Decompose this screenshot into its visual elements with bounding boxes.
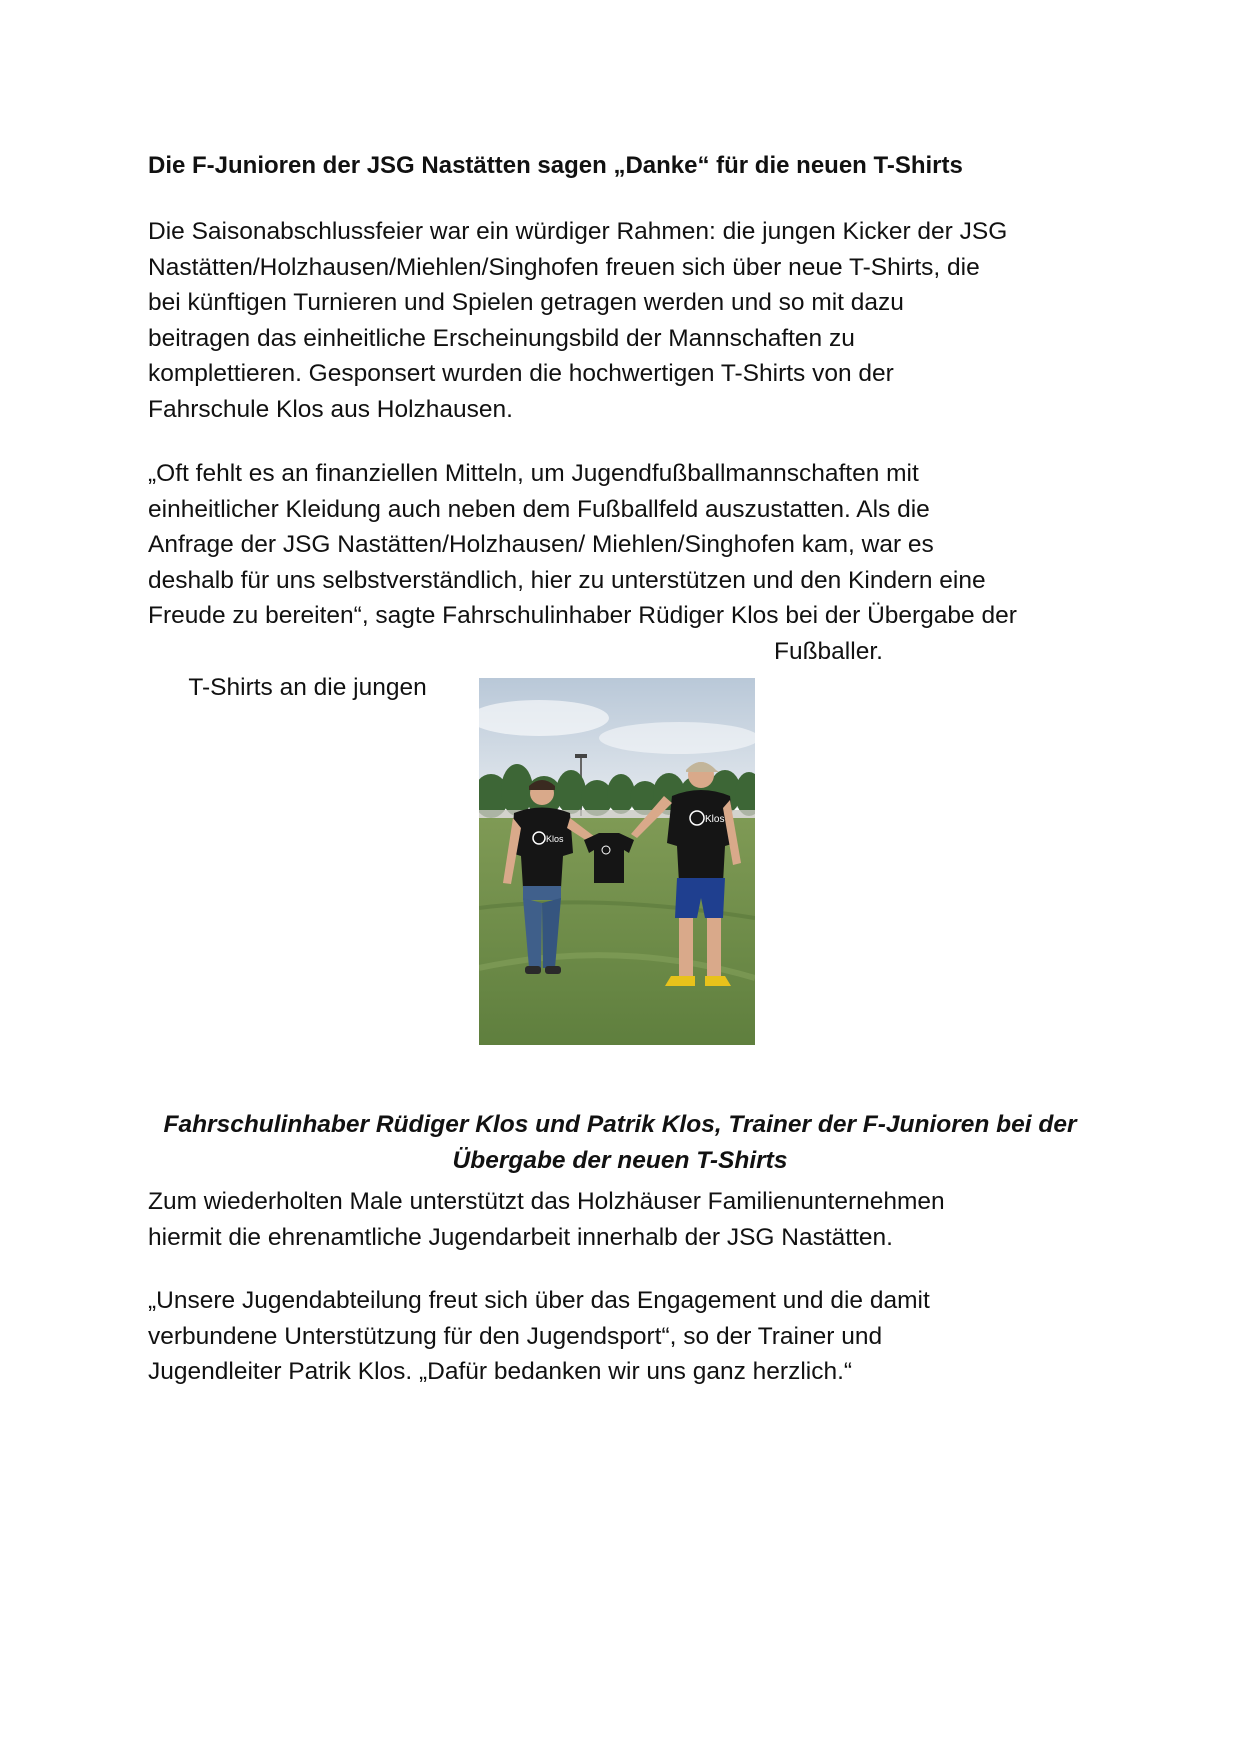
shirt-logo-text: Klos — [546, 834, 564, 844]
text-line: einheitlicher Kleidung auch neben dem Fußballfeld auszustatten. Als die — [148, 495, 930, 523]
text-fragment-right: Fußballer. — [774, 637, 883, 665]
caption-line: Fahrschulinhaber Rüdiger Klos und Patrik Klos, Trainer der F-Junioren bei der — [163, 1110, 1077, 1138]
text-line: Anfrage der JSG Nastätten/Holzhausen/ Miehlen/Singhofen kam, war es — [148, 531, 934, 559]
text-line: Freude zu bereiten“, sagte Fahrschulinhaber Rüdiger Klos bei der Übergabe der — [148, 602, 1017, 630]
paragraph-intro — [148, 214, 1098, 428]
photo-caption — [130, 1107, 1110, 1179]
text-line: Die Saisonabschlussfeier war ein würdiger Rahmen: die jungen Kicker der JSG — [148, 218, 1008, 245]
text-line: „Oft fehlt es an finanziellen Mitteln, um Jugendfußballmannschaften mit — [148, 460, 919, 487]
text-line: Nastätten/Holzhausen/Miehlen/Singhofen freuen sich über neue T-Shirts, die — [148, 253, 980, 281]
text-line: beitragen das einheitliche Erscheinungsbild der Mannschaften zu — [148, 324, 855, 352]
text-line: bei künftigen Turnieren und Spielen getragen werden und so mit dazu — [148, 289, 904, 317]
article-photo — [479, 678, 755, 1045]
article-title: Die F-Junioren der JSG Nastätten sagen „Danke“ für die neuen T-Shirts — [148, 152, 963, 179]
shirt-logo-text: Klos — [705, 814, 725, 825]
text-line: „Unsere Jugendabteilung freut sich über das Engagement und die damit — [148, 1287, 930, 1314]
text-line: Fahrschule Klos aus Holzhausen. — [148, 395, 513, 423]
text-line: verbundene Unterstützung für den Jugendsport“, so der Trainer und — [148, 1322, 883, 1350]
text-line: hiermit die ehrenamtliche Jugendarbeit innerhalb der JSG Nastätten. — [148, 1223, 893, 1251]
text-fragment-left: T-Shirts an die jungen — [188, 673, 427, 701]
text-line: Jugendleiter Patrik Klos. „Dafür bedanken wir uns ganz herzlich.“ — [148, 1358, 853, 1386]
caption-line: Übergabe der neuen T-Shirts — [452, 1146, 788, 1174]
paragraph-support — [148, 1184, 1098, 1255]
photo-illustration — [479, 678, 755, 1045]
text-line: komplettieren. Gesponsert wurden die hochwertigen T-Shirts von der — [148, 360, 894, 388]
text-line: deshalb für uns selbstverständlich, hier zu unterstützen und den Kindern eine — [148, 566, 986, 594]
paragraph-closing-quote — [148, 1283, 1098, 1390]
text-line: Zum wiederholten Male unterstützt das Holzhäuser Familienunternehmen — [148, 1188, 945, 1215]
